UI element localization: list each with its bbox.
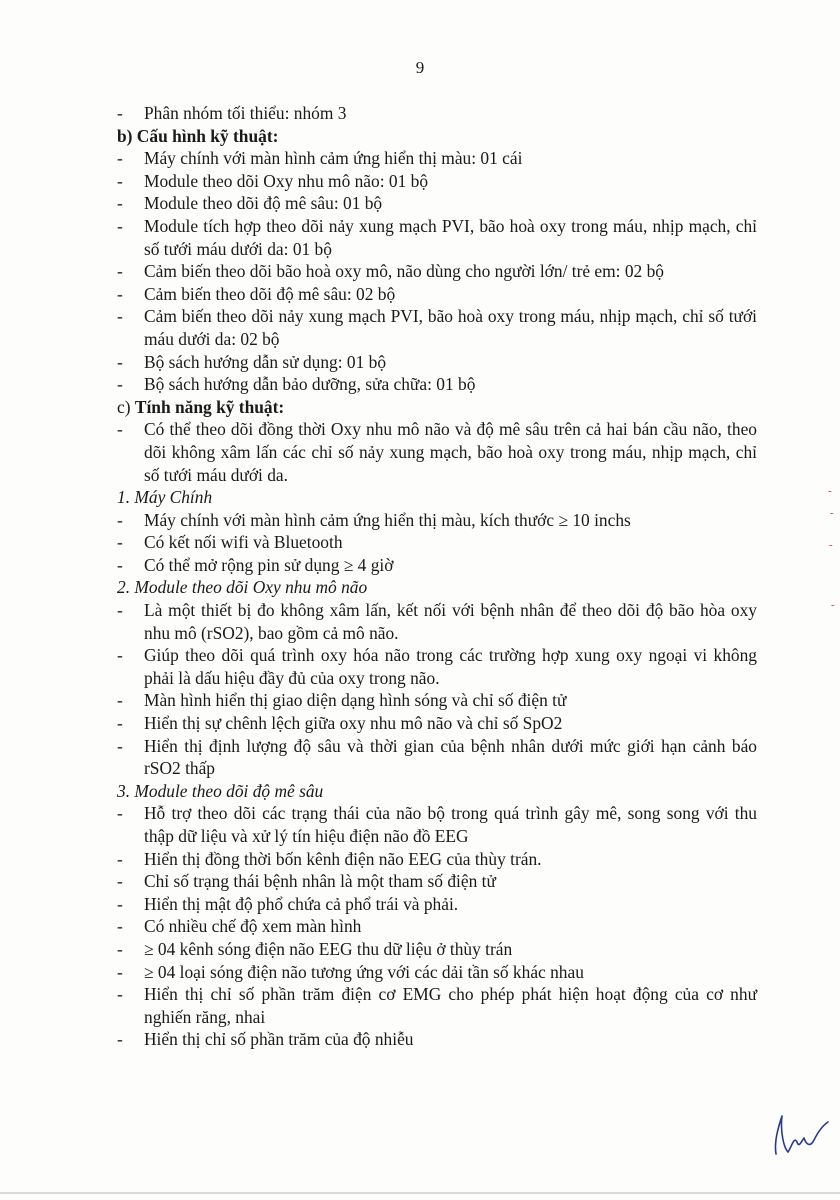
section-heading — [117, 396, 757, 419]
list-item — [117, 192, 757, 215]
list-item — [117, 915, 757, 938]
list-item-text: Có thể theo dõi đồng thời Oxy nhu mô não và độ mê sâu trên cả hai bán cầu não, theo dõi không xâm lấn các chỉ số nảy xung mạch, bão hoà oxy trong máu, nhịp mạch, chỉ số tưới máu dưới da. — [144, 419, 757, 485]
bullet-dash: - — [117, 419, 123, 440]
document-body — [117, 102, 757, 1051]
bullet-dash: - — [117, 261, 123, 282]
margin-mark: - — [829, 539, 833, 551]
list-item-text: Giúp theo dõi quá trình oxy hóa não trong các trường hợp xung oxy ngoại vi không phải là dấu hiệu đầy đủ của oxy trong não. — [144, 645, 757, 688]
list-item — [117, 983, 757, 1028]
bullet-dash: - — [117, 735, 123, 756]
bullet-dash: - — [117, 148, 123, 169]
list-item-text: Có nhiều chế độ xem màn hình — [144, 916, 362, 937]
bullet-dash: - — [117, 532, 123, 553]
bullet-dash: - — [117, 1029, 123, 1050]
bullet-dash: - — [117, 103, 123, 123]
list-item — [117, 848, 757, 871]
list-item — [117, 373, 757, 396]
bullet-dash: - — [117, 306, 123, 327]
bullet-dash: - — [117, 645, 123, 666]
bullet-dash: - — [117, 871, 123, 892]
bullet-dash: - — [117, 509, 123, 530]
bullet-dash: - — [117, 170, 123, 191]
bullet-dash: - — [117, 984, 123, 1005]
subsection-heading: 1. Máy Chính — [117, 487, 213, 508]
bullet-dash: - — [117, 215, 123, 236]
list-item-text: Hiển thị chỉ số phần trăm của độ nhiễu — [144, 1029, 414, 1050]
list-item — [117, 712, 757, 735]
list-item-text: Bộ sách hướng dẫn bảo dưỡng, sửa chữa: 01 bộ — [144, 374, 476, 395]
list-item-text: Hiển thị chỉ số phần trăm điện cơ EMG cho phép phát hiện hoạt động của cơ như nghiến răng, nhai — [144, 984, 757, 1027]
list-item-text: Hiển thị định lượng độ sâu và thời gian của bệnh nhân dưới mức giới hạn cảnh báo rSO2 thấp — [144, 735, 757, 779]
list-item — [117, 147, 757, 170]
list-item — [117, 735, 757, 780]
list-item-text: Có kết nối wifi và Bluetooth — [144, 532, 343, 553]
list-item-text: Máy chính với màn hình cảm ứng hiển thị màu, kích thước ≥ 10 inchs — [144, 509, 631, 530]
list-item-text: Có thể mở rộng pin sử dụng ≥ 4 giờ — [144, 554, 394, 575]
bullet-dash: - — [117, 554, 123, 575]
bullet-dash: - — [117, 938, 123, 959]
list-item — [117, 351, 757, 374]
list-item-text: Hiển thị đồng thời bốn kênh điện não EEG của thùy trán. — [144, 848, 542, 869]
list-item — [117, 305, 757, 350]
margin-mark: - — [828, 485, 832, 497]
bullet-dash: - — [117, 690, 123, 711]
scan-edge — [0, 1192, 840, 1194]
list-item-text: Màn hình hiển thị giao diện dạng hình sóng và chỉ số điện tử — [144, 690, 567, 711]
list-item-text: Bộ sách hướng dẫn sử dụng: 01 bộ — [144, 351, 387, 372]
list-item — [117, 260, 757, 283]
bullet-dash: - — [117, 893, 123, 914]
section-heading: b) Cấu hình kỹ thuật: — [117, 125, 279, 146]
list-item — [117, 644, 757, 689]
list-item-text: Module tích hợp theo dõi nảy xung mạch PVI, bão hoà oxy trong máu, nhịp mạch, chỉ số tưới máu dưới da: 01 bộ — [144, 215, 757, 259]
list-item-text: ≥ 04 kênh sóng điện não EEG thu dữ liệu ở thùy trán — [144, 938, 513, 959]
list-item — [117, 961, 757, 984]
list-item — [117, 509, 757, 532]
list-item-text: Cảm biến theo dõi bão hoà oxy mô, não dùng cho người lớn/ trẻ em: 02 bộ — [144, 261, 664, 282]
list-item — [117, 802, 757, 847]
bullet-dash: - — [117, 916, 123, 937]
list-item — [117, 599, 757, 644]
list-item-text: Cảm biến theo dõi độ mê sâu: 02 bộ — [144, 283, 396, 304]
list-item-text: Chỉ số trạng thái bệnh nhân là một tham số điện tử — [144, 871, 496, 892]
list-item-text: Hiển thị sự chênh lệch giữa oxy nhu mô não và chỉ số SpO2 — [144, 713, 563, 734]
list-item — [117, 689, 757, 712]
bullet-dash: - — [117, 374, 123, 395]
list-item — [117, 531, 757, 554]
list-item — [117, 102, 757, 125]
list-item — [117, 870, 757, 893]
list-item-text: ≥ 04 loại sóng điện não tương ứng với các dải tần số khác nhau — [144, 961, 584, 982]
bullet-dash: - — [117, 803, 123, 824]
bullet-dash: - — [117, 961, 123, 982]
list-item-text: Phân nhóm tối thiểu: nhóm 3 — [144, 103, 347, 123]
list-item — [117, 170, 757, 193]
bullet-dash: - — [117, 351, 123, 372]
page-number: 9 — [415, 58, 425, 77]
bullet-dash: - — [117, 848, 123, 869]
margin-mark: - — [831, 599, 835, 611]
list-item — [117, 283, 757, 306]
list-item-text: Hỗ trợ theo dõi các trạng thái của não bộ trong quá trình gây mê, song song với thu thập dữ liệu và xử lý tín hiệu điện não đồ EEG — [144, 803, 757, 846]
margin-mark: - — [830, 507, 834, 519]
list-item-text: Module theo dõi độ mê sâu: 01 bộ — [144, 193, 383, 214]
list-item — [117, 1028, 757, 1051]
list-item-text: Máy chính với màn hình cảm ứng hiển thị màu: 01 cái — [144, 148, 523, 169]
subsection-heading: 2. Module theo dõi Oxy nhu mô não — [117, 577, 368, 598]
list-item — [117, 938, 757, 961]
list-item-text: Hiển thị mật độ phổ chứa cả phổ trái và phải. — [144, 893, 459, 914]
handwritten-signature — [770, 1102, 830, 1162]
bullet-dash: - — [117, 193, 123, 214]
list-item — [117, 893, 757, 916]
list-item-text: Là một thiết bị đo không xâm lấn, kết nối với bệnh nhân để theo dõi độ bão hòa oxy nhu mô (rSO2), bao gồm cả mô não. — [144, 600, 757, 643]
list-item — [117, 418, 757, 486]
list-item-text: Cảm biến theo dõi nảy xung mạch PVI, bão hoà oxy trong máu, nhịp mạch, chỉ số tưới máu dưới da: 02 bộ — [144, 306, 757, 349]
bullet-dash: - — [117, 283, 123, 304]
list-item — [117, 554, 757, 577]
section-heading-prefix: c) — [117, 396, 135, 417]
list-item-text: Module theo dõi Oxy nhu mô não: 01 bộ — [144, 170, 429, 191]
subsection-heading: 3. Module theo dõi độ mê sâu — [117, 780, 324, 801]
section-heading-text: Tính năng kỹ thuật: — [134, 396, 285, 417]
list-item — [117, 215, 757, 260]
bullet-dash: - — [117, 713, 123, 734]
bullet-dash: - — [117, 600, 123, 621]
